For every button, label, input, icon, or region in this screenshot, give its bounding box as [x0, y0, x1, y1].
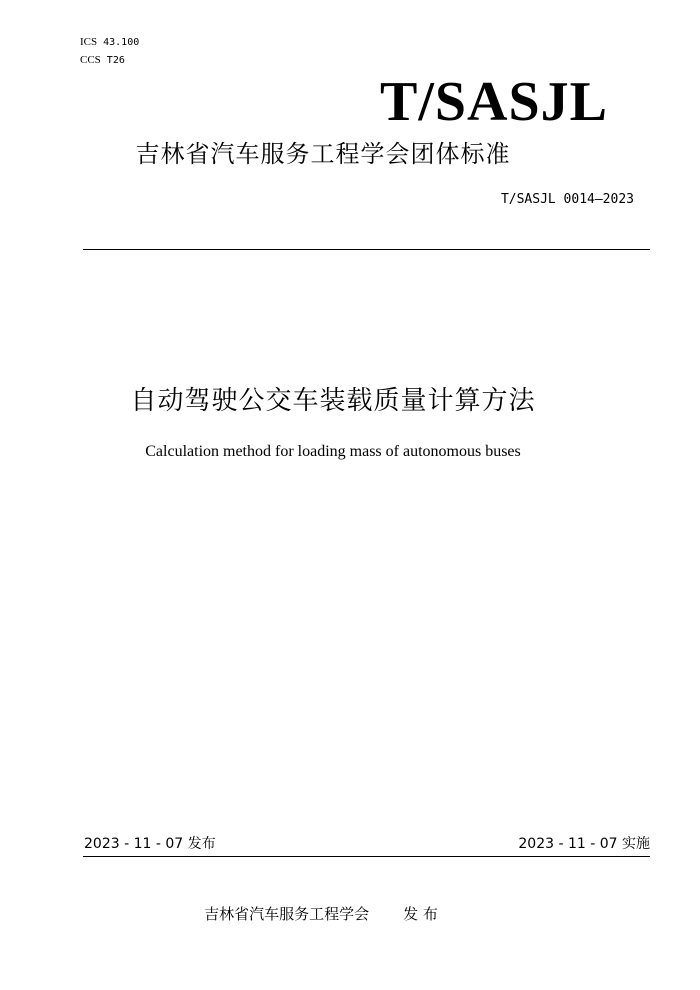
publisher-action: 发 布 — [403, 905, 438, 923]
ics-label: ICS — [80, 36, 98, 48]
publish-date: 2023 - 11 - 07 发布 — [84, 836, 216, 852]
publisher-name: 吉林省汽车服务工程学会 — [204, 905, 370, 923]
footer-divider — [83, 856, 650, 857]
ics-value: 43.100 — [103, 37, 140, 48]
implement-date: 2023 - 11 - 07 实施 — [518, 836, 650, 852]
header-divider — [83, 249, 650, 250]
ccs-label: CCS — [80, 54, 101, 66]
ics-line — [80, 35, 139, 50]
document-title-cn: 自动驾驶公交车装载质量计算方法 — [130, 386, 536, 416]
document-title-en: Calculation method for loading mass of autonomous buses — [145, 443, 521, 460]
organization-code-mark: T/SASJL — [380, 71, 608, 133]
organization-title: 吉林省汽车服务工程学会团体标准 — [135, 140, 511, 168]
ccs-value: T26 — [106, 55, 125, 66]
ccs-line — [80, 53, 125, 68]
publisher-line — [0, 903, 700, 925]
standard-number: T/SASJL 0014—2023 — [500, 192, 634, 207]
